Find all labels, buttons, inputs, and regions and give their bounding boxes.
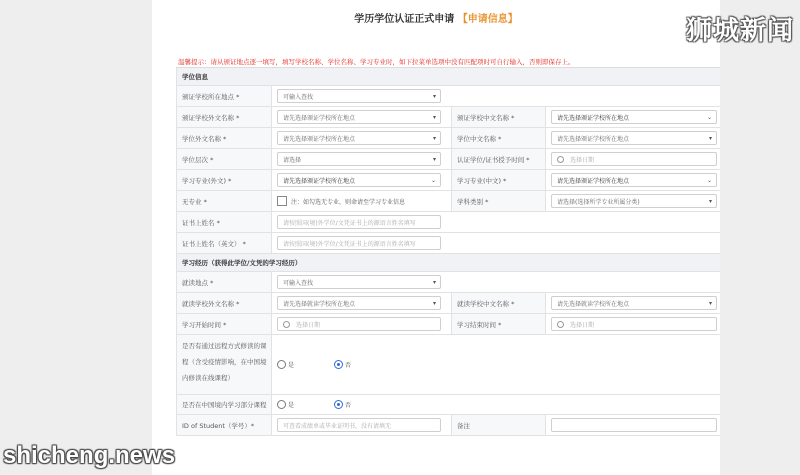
surname-cell bbox=[271, 212, 451, 232]
remarks-cell bbox=[545, 415, 720, 435]
caret-down-icon: ▾ bbox=[432, 279, 436, 286]
warning-notice: 温馨提示：请从颁证地点逐一填写，填写学校名称、学位名称、学习专业时，如下拉菜单选项中没有匹配项时可自行输入，否则即保存上。 bbox=[178, 58, 575, 66]
surname-en-placeholder: 请按照国(境)外学位/文凭证书上的源语言姓名填写 bbox=[283, 240, 416, 248]
page-title bbox=[152, 10, 720, 25]
issuing-location-label: 颁证学校所在地点 * bbox=[176, 86, 271, 106]
surname-placeholder: 请按照国(境)外学位/文凭证书上的源语言姓名填写 bbox=[283, 219, 416, 227]
study-school-chinese-cell bbox=[545, 293, 720, 313]
school-chinese-select[interactable] bbox=[551, 110, 717, 124]
school-chinese-label: 颁证学校中文名称 * bbox=[451, 107, 545, 127]
degree-chinese-value: 请先选择颁证学校所在地点 bbox=[557, 135, 630, 143]
study-school-chinese-value: 请先选择就读学校所在地点 bbox=[557, 300, 630, 308]
page-title-text: 学历学位认证正式申请 bbox=[354, 14, 455, 25]
school-chinese-value: 请先选择颁证学校所在地点 bbox=[557, 114, 630, 122]
clock-icon bbox=[283, 321, 290, 328]
degree-level-value: 请选择 bbox=[283, 156, 302, 164]
student-id-placeholder: 可查看成绩单或毕业证明书，没有请填无 bbox=[283, 422, 392, 430]
distance-yes-radio[interactable] bbox=[277, 360, 286, 369]
study-school-foreign-label: 就读学校外文名称 * bbox=[176, 293, 271, 313]
study-school-chinese-select[interactable] bbox=[551, 296, 717, 310]
degree-level-cell bbox=[271, 149, 451, 169]
domestic-yes-label: 是 bbox=[288, 402, 295, 409]
distance-no-radio[interactable] bbox=[334, 360, 343, 369]
surname-label: 证书上姓名 * bbox=[176, 212, 271, 232]
no-major-checkbox[interactable] bbox=[277, 196, 287, 206]
issuing-location-cell bbox=[271, 86, 720, 106]
major-chinese-value: 请先选择颁证学校所在地点 bbox=[557, 177, 630, 185]
form-row bbox=[176, 149, 720, 170]
clock-icon bbox=[557, 156, 564, 163]
major-foreign-select[interactable] bbox=[277, 173, 441, 187]
surname-en-cell bbox=[271, 233, 451, 253]
page-title-tag: 【申请信息】 bbox=[457, 14, 518, 25]
caret-down-icon: ▾ bbox=[432, 300, 436, 307]
discipline-select[interactable] bbox=[551, 194, 717, 208]
major-foreign-label: 学习专业(外文) * bbox=[176, 170, 271, 190]
major-foreign-cell bbox=[271, 170, 451, 190]
study-school-chinese-label: 就读学校中文名称 * bbox=[451, 293, 545, 313]
end-time-cell bbox=[545, 314, 720, 334]
degree-chinese-cell bbox=[545, 128, 720, 148]
form-row bbox=[176, 395, 720, 415]
degree-level-label: 学位层次 * bbox=[176, 149, 271, 169]
major-foreign-value: 请先选择颁证学校所在地点 bbox=[283, 177, 356, 185]
study-location-cell bbox=[271, 272, 720, 292]
section-study-row bbox=[176, 254, 720, 272]
discipline-label: 学科类别 * bbox=[451, 191, 545, 211]
school-foreign-value: 请先选择颁证学校所在地点 bbox=[283, 114, 356, 122]
form-row bbox=[176, 107, 720, 128]
school-foreign-cell bbox=[271, 107, 451, 127]
start-time-placeholder: 选择日期 bbox=[296, 321, 321, 329]
study-location-label: 就读地点 * bbox=[176, 272, 271, 292]
issuing-location-select[interactable] bbox=[277, 89, 441, 103]
form-row bbox=[176, 314, 720, 335]
award-time-datepicker[interactable] bbox=[551, 152, 717, 166]
caret-down-icon: ▾ bbox=[708, 135, 712, 142]
remarks-label: 备注 bbox=[451, 415, 545, 435]
application-sheet bbox=[152, 0, 720, 475]
form-row bbox=[176, 272, 720, 293]
caret-down-icon: ▾ bbox=[432, 135, 436, 142]
major-chinese-cell bbox=[545, 170, 720, 190]
award-time-placeholder: 选择日期 bbox=[570, 156, 595, 164]
award-time-label: 认证学位/证书授予时间 * bbox=[451, 149, 545, 169]
distance-cell bbox=[271, 335, 720, 394]
no-major-note: 注：如勾选无专业，则命请至学习专业信息 bbox=[291, 198, 406, 206]
clock-icon bbox=[557, 321, 564, 328]
caret-down-icon: ▾ bbox=[708, 198, 712, 205]
caret-down-icon: ▾ bbox=[432, 114, 436, 121]
start-time-cell bbox=[271, 314, 451, 334]
degree-chinese-label: 学位中文名称 * bbox=[451, 128, 545, 148]
start-time-datepicker[interactable] bbox=[277, 317, 441, 331]
surname-en-label: 证书上姓名（英文） * bbox=[176, 233, 271, 253]
caret-down-icon: ▾ bbox=[432, 156, 436, 163]
watermark-logo-bottom-left: shicheng.news bbox=[3, 442, 176, 469]
degree-foreign-label: 学位外文名称 * bbox=[176, 128, 271, 148]
domestic-label: 是否在中国境内学习部分课程 bbox=[176, 395, 271, 414]
form-row bbox=[176, 128, 720, 149]
issuing-location-value: 可输入查找 bbox=[283, 93, 314, 101]
form-row bbox=[176, 335, 720, 395]
student-id-label: ID of Student（学号）* bbox=[176, 415, 271, 435]
section-degree-header: 学位信息 bbox=[176, 68, 720, 85]
start-time-label: 学习开始时间 * bbox=[176, 314, 271, 334]
remarks-input[interactable] bbox=[551, 418, 717, 432]
chevron-down-icon: ⌄ bbox=[706, 114, 712, 121]
domestic-yes-radio[interactable] bbox=[277, 400, 286, 409]
form-row bbox=[176, 212, 720, 233]
student-id-cell bbox=[271, 415, 451, 435]
form-row bbox=[176, 86, 720, 107]
form-row bbox=[176, 191, 720, 212]
caret-down-icon: ▾ bbox=[708, 300, 712, 307]
chevron-down-icon: ⌄ bbox=[430, 177, 436, 184]
discipline-cell bbox=[545, 191, 720, 211]
study-school-foreign-value: 请先选择就读学校所在地点 bbox=[283, 300, 356, 308]
degree-chinese-select[interactable] bbox=[551, 131, 717, 145]
domestic-cell bbox=[271, 395, 720, 414]
major-chinese-label: 学习专业(中文) * bbox=[451, 170, 545, 190]
school-chinese-cell bbox=[545, 107, 720, 127]
study-location-select[interactable] bbox=[277, 275, 441, 289]
degree-level-select[interactable] bbox=[277, 152, 441, 166]
domestic-no-label: 否 bbox=[345, 402, 352, 409]
major-chinese-select[interactable] bbox=[551, 173, 717, 187]
distance-label: 是否有通过远程方式修读的课程（含受疫情影响，在中国境内修读在线课程） bbox=[176, 335, 271, 394]
distance-no-label: 否 bbox=[345, 362, 352, 369]
degree-foreign-select[interactable] bbox=[277, 131, 441, 145]
study-location-value: 可输入查找 bbox=[283, 279, 314, 287]
surname-input[interactable] bbox=[277, 215, 441, 229]
degree-foreign-value: 请先选择颁证学校所在地点 bbox=[283, 135, 356, 143]
form-row bbox=[176, 233, 720, 254]
caret-down-icon: ▾ bbox=[432, 93, 436, 100]
section-study-header: 学习经历（获得此学位/文凭的学习经历） bbox=[176, 254, 720, 271]
distance-yes-label: 是 bbox=[288, 362, 295, 369]
end-time-label: 学习结束时间 * bbox=[451, 314, 545, 334]
school-foreign-select[interactable] bbox=[277, 110, 441, 124]
no-major-label: 无专业 * bbox=[176, 191, 271, 211]
chevron-down-icon: ⌄ bbox=[706, 177, 712, 184]
application-form bbox=[176, 67, 720, 430]
form-row bbox=[176, 293, 720, 314]
discipline-value: 请选择(选择所学专业所属分类) bbox=[557, 198, 640, 206]
degree-foreign-cell bbox=[271, 128, 451, 148]
surname-en-input[interactable] bbox=[277, 236, 441, 250]
form-row bbox=[176, 170, 720, 191]
watermark-logo-top-right: 狮城新闻 bbox=[685, 16, 794, 46]
study-school-foreign-cell bbox=[271, 293, 451, 313]
section-degree-row bbox=[176, 68, 720, 86]
study-school-foreign-select[interactable] bbox=[277, 296, 441, 310]
form-row bbox=[176, 415, 720, 436]
award-time-cell bbox=[545, 149, 720, 169]
no-major-cell bbox=[271, 191, 451, 211]
end-time-placeholder: 选择日期 bbox=[570, 321, 595, 329]
student-id-input[interactable] bbox=[277, 418, 441, 432]
domestic-no-radio[interactable] bbox=[334, 400, 343, 409]
end-time-datepicker[interactable] bbox=[551, 317, 717, 331]
school-foreign-label: 颁证学校外文名称 * bbox=[176, 107, 271, 127]
